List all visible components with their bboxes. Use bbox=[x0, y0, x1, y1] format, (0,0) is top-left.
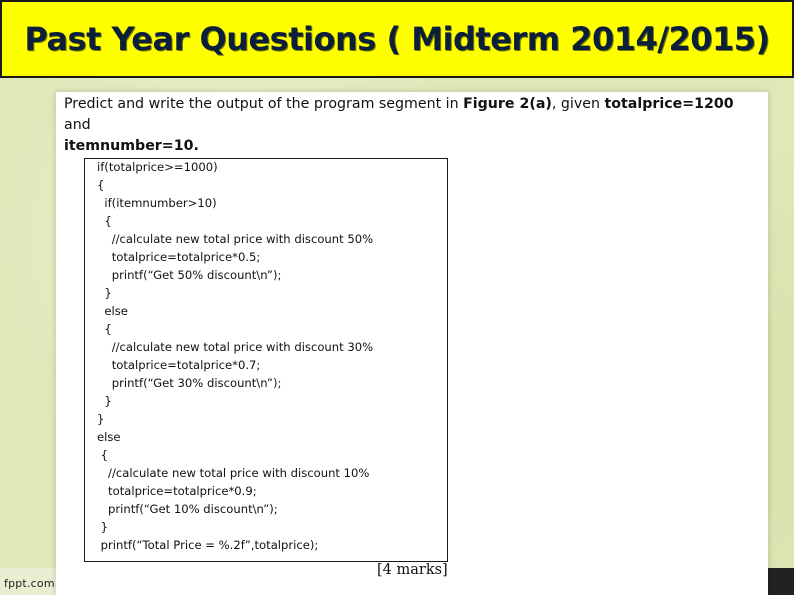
given-itemnumber: itemnumber=10. bbox=[64, 138, 199, 154]
question-and: and bbox=[64, 117, 91, 133]
code-line: } bbox=[97, 394, 112, 408]
question-text bbox=[64, 94, 764, 157]
code-line: { bbox=[97, 322, 112, 336]
code-line: { bbox=[97, 214, 112, 228]
question-mid: , given bbox=[551, 96, 605, 112]
code-line: printf(“Total Price = %.2f”,totalprice); bbox=[97, 538, 319, 552]
footer-right-strip bbox=[768, 568, 794, 595]
code-line: //calculate new total price with discount 30% bbox=[97, 340, 374, 354]
code-line: totalprice=totalprice*0.7; bbox=[97, 358, 261, 372]
code-line: { bbox=[97, 178, 105, 192]
footer-logo: fppt.com bbox=[4, 577, 55, 590]
code-line: printf(“Get 10% discount\n”); bbox=[97, 502, 278, 516]
code-line: totalprice=totalprice*0.5; bbox=[97, 250, 261, 264]
code-box bbox=[84, 158, 448, 562]
code-line: { bbox=[97, 448, 109, 462]
slide-title: Past Year Questions ( Midterm 2014/2015) bbox=[24, 20, 770, 58]
code-line: //calculate new total price with discount 10% bbox=[97, 466, 370, 480]
code-line: printf(“Get 30% discount\n”); bbox=[97, 376, 282, 390]
code-line: } bbox=[97, 520, 109, 534]
code-line: if(totalprice>=1000) bbox=[97, 160, 218, 174]
code-line: } bbox=[97, 412, 105, 426]
code-line: if(itemnumber>10) bbox=[97, 196, 217, 210]
code-line: printf(“Get 50% discount\n”); bbox=[97, 268, 282, 282]
code-line: } bbox=[97, 286, 112, 300]
question-intro: Predict and write the output of the program segment in bbox=[64, 96, 464, 112]
figure-reference: Figure 2(a) bbox=[463, 96, 552, 112]
code-line: totalprice=totalprice*0.9; bbox=[97, 484, 257, 498]
title-bar bbox=[0, 0, 794, 78]
code-line: else bbox=[97, 430, 121, 444]
code-line: //calculate new total price with discount 50% bbox=[97, 232, 374, 246]
marks-label: [4 marks] bbox=[377, 562, 448, 578]
content-panel bbox=[56, 92, 768, 595]
code-line: else bbox=[97, 304, 128, 318]
given-totalprice: totalprice=1200 bbox=[604, 96, 734, 112]
